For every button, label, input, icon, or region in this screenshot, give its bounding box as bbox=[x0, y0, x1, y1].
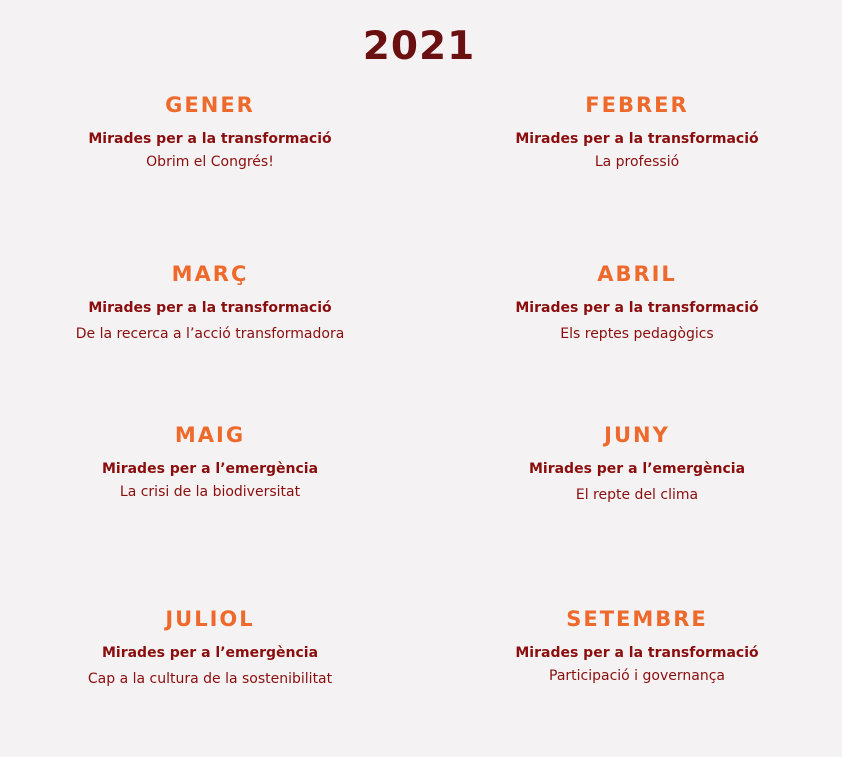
month-block-maig bbox=[0, 423, 420, 501]
series-label: Mirades per a la transformació bbox=[515, 300, 759, 316]
series-label: Mirades per a la transformació bbox=[515, 131, 759, 147]
series-label: Mirades per a la transformació bbox=[88, 131, 332, 147]
month-title: MARÇ bbox=[171, 262, 249, 286]
theme-label: La crisi de la biodiversitat bbox=[119, 484, 301, 500]
theme-label: Cap a la cultura de la sostenibilitat bbox=[87, 671, 333, 687]
month-block-juny bbox=[427, 423, 842, 504]
month-title: SETEMBRE bbox=[566, 607, 708, 631]
theme-label: Participació i governança bbox=[549, 668, 725, 684]
theme-label: La professió bbox=[594, 154, 680, 170]
month-title: JUNY bbox=[604, 423, 670, 447]
theme-label: Obrim el Congrés! bbox=[146, 154, 274, 170]
year-heading: 2021 bbox=[362, 24, 476, 69]
series-label: Mirades per a l’emergència bbox=[101, 645, 319, 661]
month-block-marc bbox=[0, 262, 420, 343]
series-label: Mirades per a l’emergència bbox=[101, 461, 319, 477]
month-title: GENER bbox=[165, 93, 255, 117]
month-block-febrer bbox=[427, 93, 842, 171]
series-label: Mirades per a la transformació bbox=[515, 645, 759, 661]
theme-label: De la recerca a l’acció transformadora bbox=[75, 326, 345, 342]
month-title: FEBRER bbox=[585, 93, 689, 117]
month-block-setembre bbox=[427, 607, 842, 685]
month-block-abril bbox=[427, 262, 842, 343]
month-title: JULIOL bbox=[165, 607, 255, 631]
theme-label: Els reptes pedagògics bbox=[560, 326, 714, 342]
theme-label: El repte del clima bbox=[575, 487, 699, 503]
month-title: MAIG bbox=[174, 423, 246, 447]
month-block-gener bbox=[0, 93, 420, 171]
month-block-juliol bbox=[0, 607, 420, 688]
series-label: Mirades per a l’emergència bbox=[528, 461, 746, 477]
series-label: Mirades per a la transformació bbox=[88, 300, 332, 316]
month-title: ABRIL bbox=[597, 262, 677, 286]
